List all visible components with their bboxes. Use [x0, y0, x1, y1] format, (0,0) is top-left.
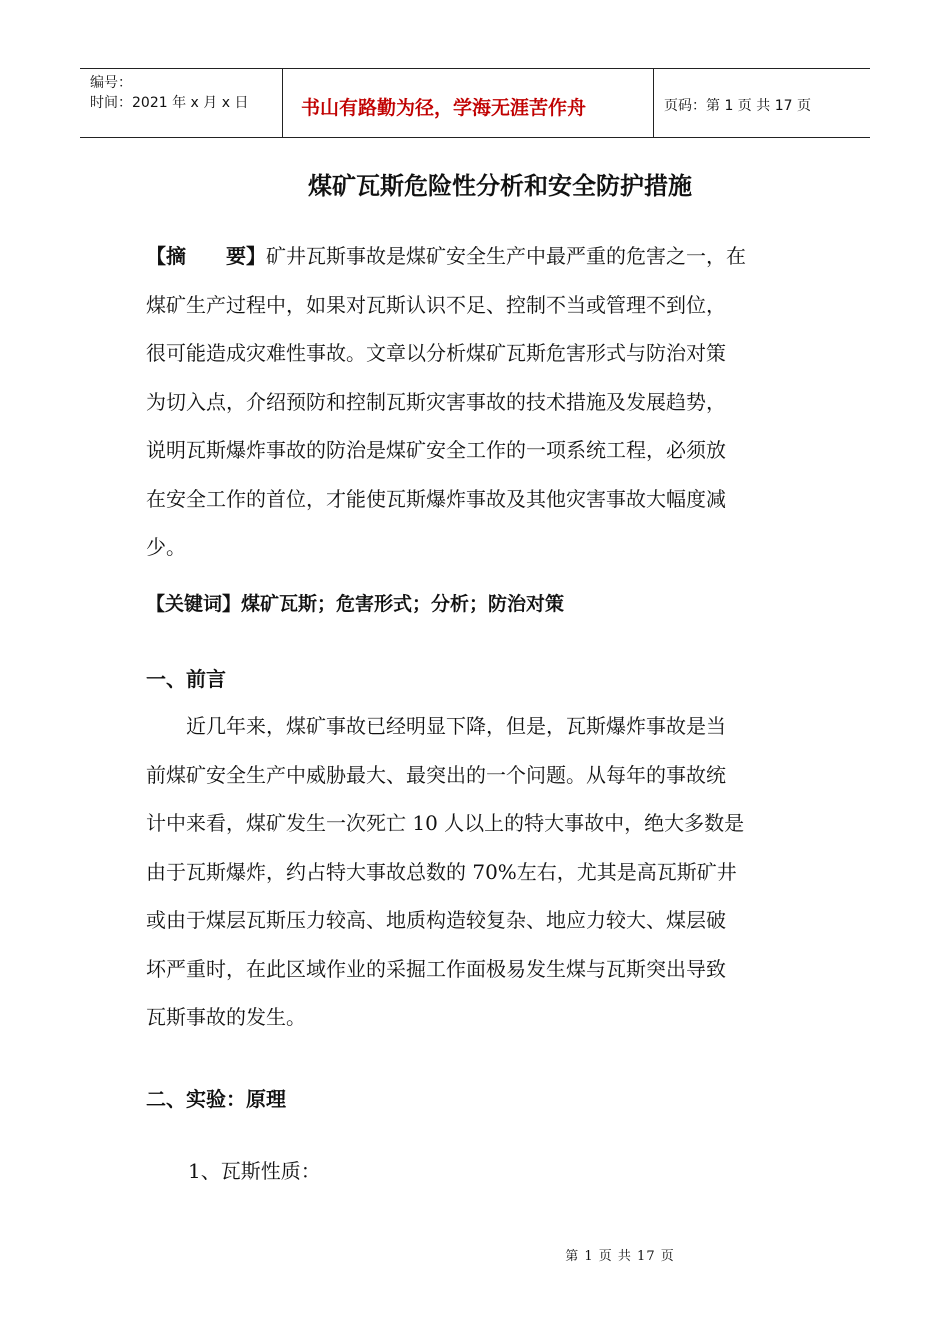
header-motto-cell [283, 69, 654, 137]
page-footer: 第 1 页 共 17 页 [565, 1249, 675, 1264]
header-page-cell [654, 69, 870, 137]
abstract-line: 很可能造成灾难性事故。文章以分析煤矿瓦斯危害形式与防治对策 [146, 341, 726, 365]
page-info: 页码：第 1 页 共 17 页 [664, 98, 811, 114]
section-heading-preface: 一、前言 [146, 667, 226, 691]
abstract-line: 煤矿生产过程中，如果对瓦斯认识不足、控制不当或管理不到位， [146, 292, 726, 317]
paragraph-line: 近几年来，煤矿事故已经明显下降，但是，瓦斯爆炸事故是当 [146, 714, 726, 738]
preface-paragraph [146, 702, 806, 1042]
abstract-line: 【摘 要】矿井瓦斯事故是煤矿安全生产中最严重的危害之一，在 [146, 244, 746, 268]
section-heading-experiment: 二、实验：原理 [146, 1087, 286, 1111]
abstract-line: 少。 [146, 535, 186, 559]
paragraph-line: 由于瓦斯爆炸，约占特大事故总数的 70%左右，尤其是高瓦斯矿井 [146, 859, 737, 884]
paragraph-line: 计中来看，煤矿发生一次死亡 10 人以上的特大事故中，绝大多数是 [146, 811, 745, 835]
subsection-gas-properties: 1、瓦斯性质： [188, 1159, 321, 1183]
number-label: 编号： [90, 75, 132, 91]
header-meta-cell [80, 69, 283, 137]
abstract [146, 232, 806, 572]
abstract-line: 说明瓦斯爆炸事故的防治是煤矿安全工作的一项系统工程，必须放 [146, 438, 726, 462]
paragraph-line: 前煤矿安全生产中威胁最大、最突出的一个问题。从每年的事故统 [146, 762, 726, 787]
time-label: 时间：2021 年 x 月 x 日 [90, 95, 249, 111]
abstract-line: 为切入点，介绍预防和控制瓦斯灾害事故的技术措施及发展趋势， [146, 389, 726, 414]
abstract-line: 在安全工作的首位，才能使瓦斯爆炸事故及其他灾害事故大幅度减 [146, 486, 726, 511]
abstract-label: 【摘 要】 [146, 244, 266, 268]
keywords: 【关键词】煤矿瓦斯；危害形式；分析；防治对策 [146, 593, 565, 615]
paragraph-line: 瓦斯事故的发生。 [146, 1005, 306, 1029]
motto: 书山有路勤为径，学海无涯苦作舟 [301, 97, 587, 119]
page-header [80, 68, 870, 138]
paragraph-line: 或由于煤层瓦斯压力较高、地质构造较复杂、地应力较大、煤层破 [146, 908, 726, 932]
document-title: 煤矿瓦斯危险性分析和安全防护措施 [308, 172, 692, 200]
paragraph-line: 坏严重时，在此区域作业的采掘工作面极易发生煤与瓦斯突出导致 [146, 956, 726, 981]
